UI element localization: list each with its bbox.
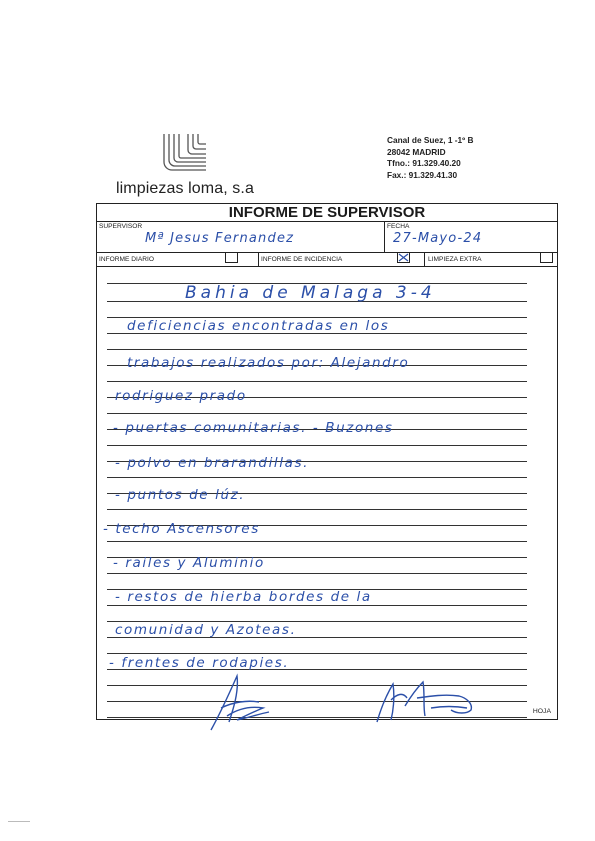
signature-left	[203, 672, 275, 734]
check-x-icon	[398, 253, 409, 262]
report-line[interactable]: - polvo en brarandillas.	[115, 455, 310, 471]
informe-incidencia-checkbox[interactable]	[397, 252, 410, 263]
report-line[interactable]: - railes y Aluminio	[113, 555, 265, 571]
form-title: INFORME DE SUPERVISOR	[97, 204, 557, 222]
ruled-line	[107, 413, 527, 414]
address-line: Canal de Suez, 1 -1º B	[387, 135, 474, 145]
ruled-line	[107, 445, 527, 446]
type-divider	[258, 252, 259, 266]
informe-incidencia-label: INFORME DE INCIDENCIA	[261, 256, 343, 263]
fecha-label: FECHA	[387, 223, 410, 230]
report-line[interactable]: - puntos de lúz.	[115, 487, 246, 503]
limpieza-extra-checkbox[interactable]	[540, 252, 553, 263]
scan-mark	[8, 821, 30, 822]
address-line: Fax.: 91.329.41.30	[387, 170, 458, 181]
report-line[interactable]: - restos de hierba bordes de la	[115, 589, 372, 605]
ruled-line	[107, 541, 527, 542]
signature-right	[371, 676, 483, 728]
report-line[interactable]: rodriguez prado	[115, 388, 247, 404]
ruled-line	[107, 381, 527, 382]
report-line[interactable]: - frentes de rodapies.	[109, 655, 290, 671]
report-line[interactable]: deficiencias encontradas en los	[127, 318, 390, 334]
informe-diario-label: INFORME DIARIO	[99, 256, 154, 263]
fecha-divider	[384, 222, 385, 253]
supervisor-value[interactable]: Mª Jesus Fernandez	[145, 231, 295, 246]
ruled-line	[107, 349, 527, 350]
company-address	[387, 135, 474, 182]
ruled-line	[107, 653, 527, 654]
informe-diario-checkbox[interactable]	[225, 252, 238, 263]
report-line[interactable]: - techo Ascensores	[103, 521, 260, 537]
row-divider	[97, 266, 557, 267]
ruled-line	[107, 573, 527, 574]
ruled-line	[107, 605, 527, 606]
row-divider	[97, 252, 557, 253]
ruled-line	[107, 509, 527, 510]
limpieza-extra-label: LIMPIEZA EXTRA	[428, 256, 482, 263]
hoja-label: HOJA	[532, 708, 551, 715]
report-line[interactable]: comunidad y Azoteas.	[115, 622, 297, 638]
company-name: limpiezas loma, s.a	[116, 180, 254, 197]
ruled-line	[107, 477, 527, 478]
report-line[interactable]: - puertas comunitarias. - Buzones	[113, 420, 394, 436]
address-line: Tfno.: 91.329.40.20	[387, 158, 461, 169]
company-logo-icon	[158, 130, 212, 174]
fecha-value[interactable]: 27-Mayo-24	[393, 231, 483, 246]
address-line: 28042 MADRID	[387, 146, 446, 157]
supervisor-label: SUPERVISOR	[99, 223, 143, 230]
supervisor-report-form	[96, 203, 558, 720]
type-divider	[424, 252, 425, 266]
report-line[interactable]: Bahia de Malaga 3-4	[185, 283, 436, 303]
report-line[interactable]: trabajos realizados por: Alejandro	[127, 355, 410, 371]
